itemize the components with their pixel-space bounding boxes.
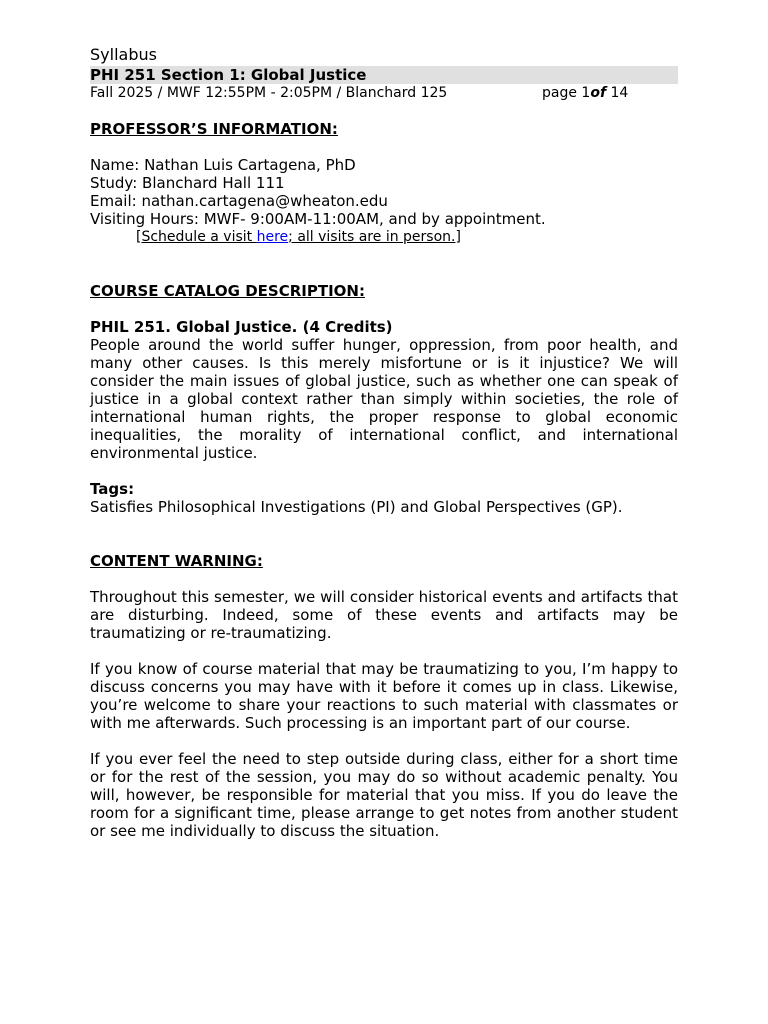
visit-note: ; all visits are in person. xyxy=(288,229,456,245)
schedule-visit-line xyxy=(90,228,678,246)
warning-paragraph-3: If you ever feel the need to step outside during class, either for a short time or for the rest of the session, you may do so without academic penalty. You will, however, be responsible for material that you miss. If you do leave the room for a significant time, please arrange to get notes from another student or see me individually to discuss the situation. xyxy=(90,750,678,840)
page-prefix: page 1 xyxy=(542,85,591,101)
tags-text: Satisfies Philosophical Investigations (PI) and Global Perspectives (GP). xyxy=(90,498,623,516)
page-of: of xyxy=(590,85,607,101)
page-number xyxy=(542,84,628,102)
visiting-hours: Visiting Hours: MWF- 9:00AM-11:00AM, and by appointment. xyxy=(90,210,546,228)
course-title: PHI 251 Section 1: Global Justice xyxy=(90,66,678,84)
bracket-open: [ xyxy=(136,229,142,245)
term-info: Fall 2025 / MWF 12:55PM - 2:05PM / Blanchard 125 xyxy=(90,85,448,101)
professor-heading: PROFESSOR’S INFORMATION: xyxy=(90,120,338,138)
schedule-visit-link[interactable]: here xyxy=(256,229,289,245)
warning-paragraph-1: Throughout this semester, we will consider historical events and artifacts that are disturbing. Indeed, some of these events and artifacts may be traumatizing or re-traumatizing. xyxy=(90,588,678,642)
document-label: Syllabus xyxy=(90,45,157,64)
professor-email: Email: nathan.cartagena@wheaton.edu xyxy=(90,192,388,210)
catalog-heading: COURSE CATALOG DESCRIPTION: xyxy=(90,282,365,300)
professor-name: Name: Nathan Luis Cartagena, PhD xyxy=(90,156,356,174)
tags-heading: Tags: xyxy=(90,480,135,498)
warning-paragraph-2: If you know of course material that may be traumatizing to you, I’m happy to discuss concerns you may have with it before it comes up in class. Likewise, you’re welcome to share your reactions to such material with classmates or with me afterwards. Such processing is an important part of our course. xyxy=(90,660,678,732)
schedule-visit-text: Schedule a visit xyxy=(141,229,257,245)
page-total: 14 xyxy=(606,85,629,101)
course-description: People around the world suffer hunger, oppression, from poor health, and many other causes. Is this merely misfortune or is it injustice? We will consider the main issues of global justice, such as whether one can speak of justice in a global context rather than simply within societies, the role of international human rights, the proper response to global economic inequalities, the morality of international conflict, and international environmental justice. xyxy=(90,336,678,462)
bracket-close: ] xyxy=(455,229,461,245)
course-meta-row xyxy=(90,84,678,102)
course-credit-line: PHIL 251. Global Justice. (4 Credits) xyxy=(90,318,393,336)
content-warning-heading: CONTENT WARNING: xyxy=(90,552,263,570)
syllabus-page xyxy=(90,44,678,840)
professor-study: Study: Blanchard Hall 111 xyxy=(90,174,285,192)
